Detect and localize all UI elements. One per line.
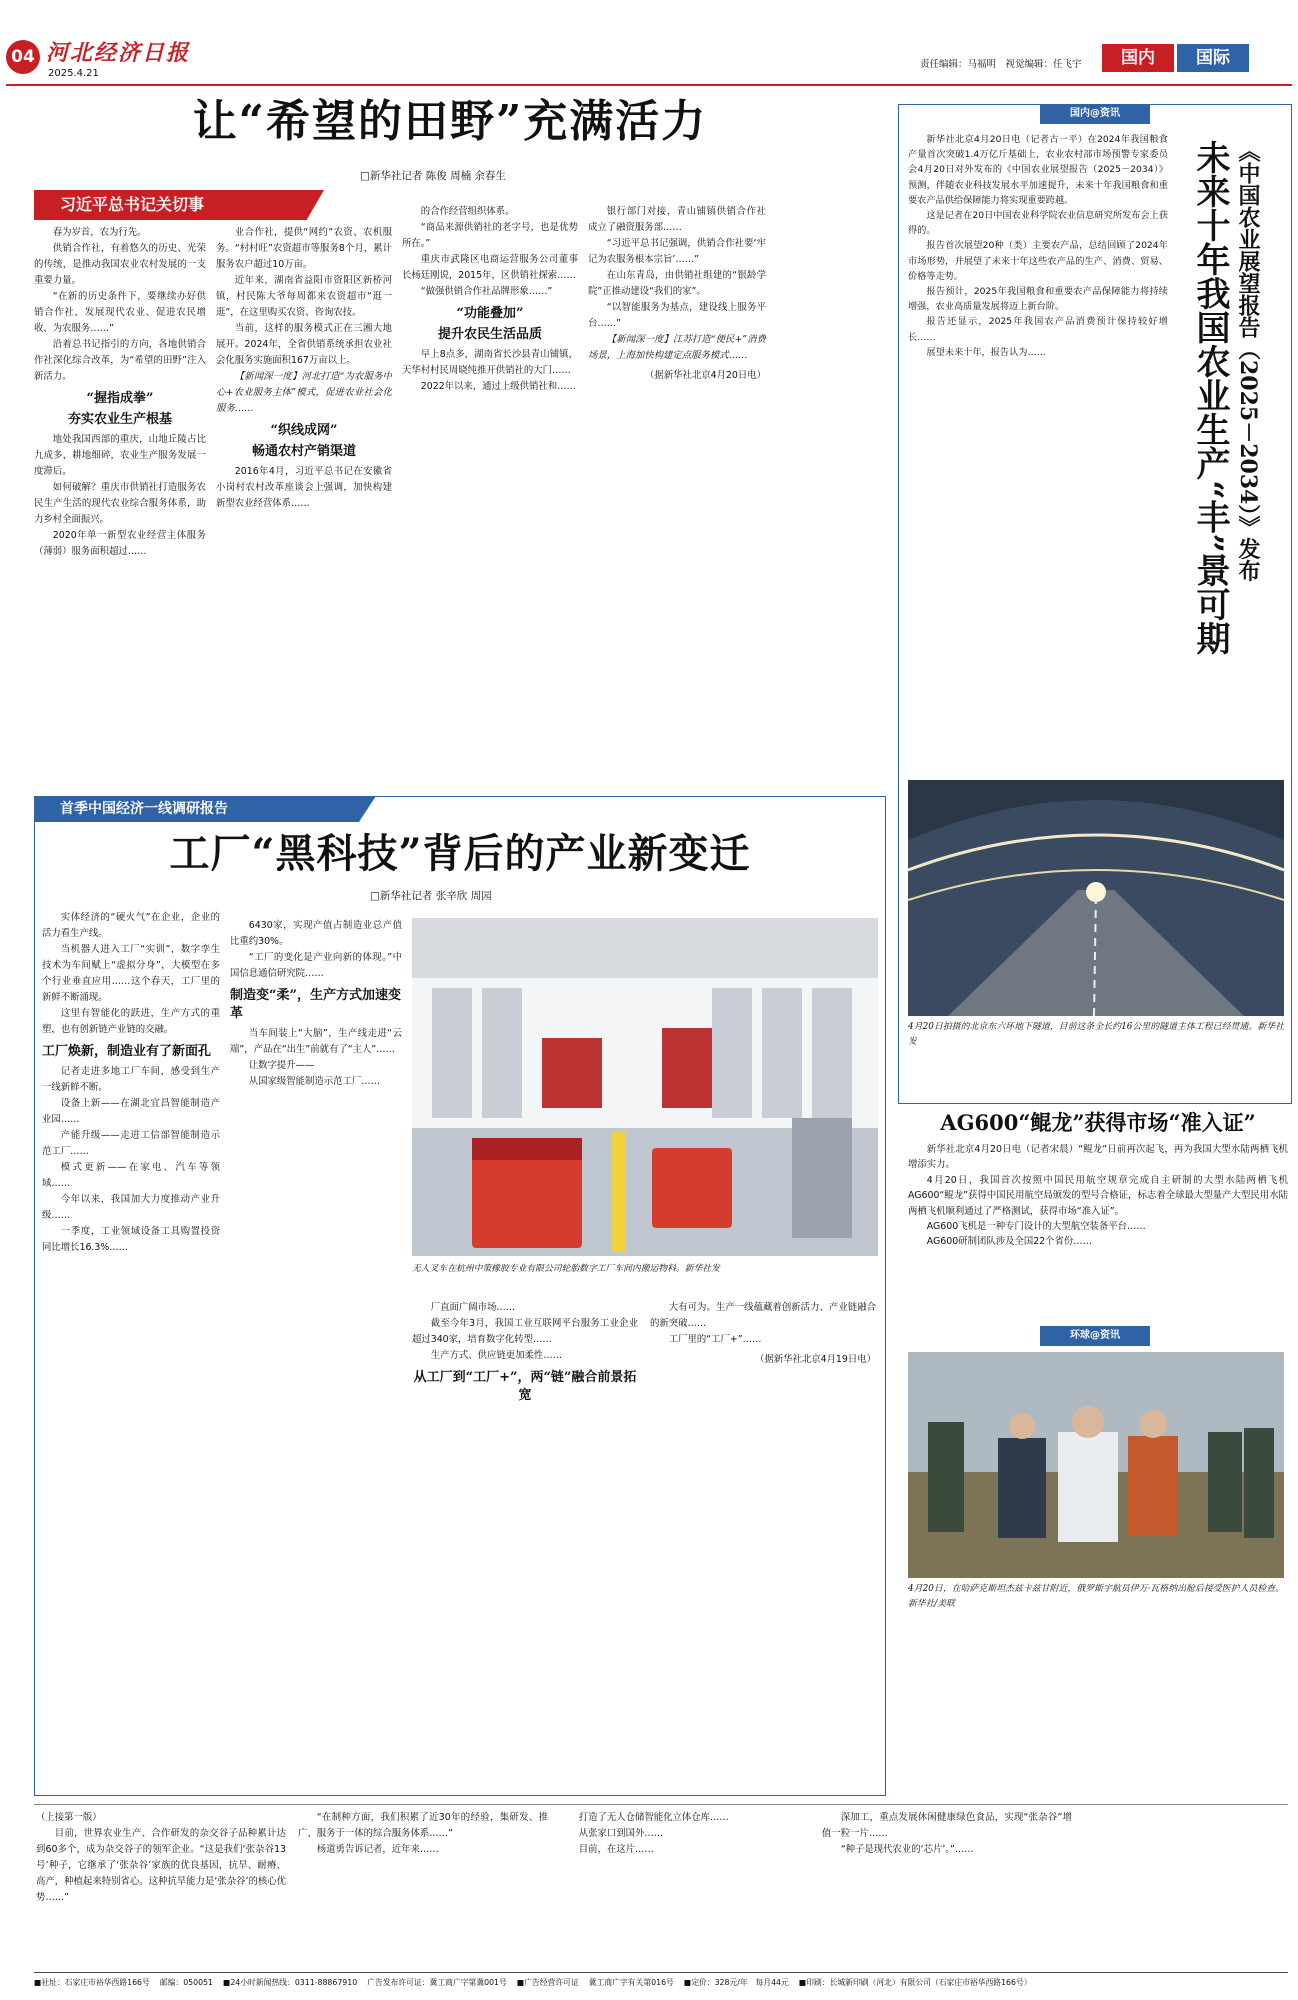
report-col-2 xyxy=(230,918,402,1790)
paragraph: 近年来，湖南省益阳市资阳区新桥河镇，村民陈大爷每周都来农资超市“逛一逛”，在这里购买农资、咨询农技。 xyxy=(216,275,392,318)
paper-name: 河北经济日报 xyxy=(46,40,191,66)
paragraph: 4月20日，我国首次按照中国民用航空规章完成自主研制的大型水陆两栖飞机AG600“鲲龙”获得中国民用航空局颁发的型号合格证，标志着全球最大型量产大型民用水陆两栖飞机顺利通过了严格测试，获得市场“准入证”。 xyxy=(908,1174,1288,1217)
page-number: 04 xyxy=(11,47,35,67)
astronaut-photo-caption: 4月20日，在哈萨克斯坦杰兹卡兹甘附近，俄罗斯宇航员伊万·瓦格纳出舱后接受医护人员检查。新华社/美联 xyxy=(908,1584,1284,1609)
paragraph: 2016年4月，习近平总书记在安徽省小岗村农村改革座谈会上强调，加快构建新型农业经营体系…… xyxy=(216,466,392,509)
paragraph: 报告还显示，2025年我国农产品消费预计保持较好增长…… xyxy=(908,316,1168,343)
paragraph: 重庆市武隆区电商运营服务公司董事长杨廷刚说，2015年，区供销社探索…… xyxy=(402,254,578,281)
footer-item: ■印刷：长城新印刷（河北）有限公司（石家庄市裕华西路166号） xyxy=(798,1978,1032,1987)
main-col-2 xyxy=(216,225,392,770)
main-col-4 xyxy=(588,204,766,770)
paragraph: 从国家级智能制造示范工厂…… xyxy=(248,1076,381,1087)
paragraph: “习近平总书记强调，供销合作社要‘牢记为农服务根本宗旨’……” xyxy=(588,238,766,265)
footer-item: ■24小时新闻热线：0311-88867910 xyxy=(222,1978,358,1987)
paragraph: 6430家，实现产值占制造业总产值比重约30%。 xyxy=(230,920,402,947)
paragraph: “种子是现代农业的‘芯片’。”…… xyxy=(840,1844,974,1855)
continued-tag: （上接第一版） xyxy=(36,1812,102,1823)
paragraph: 深加工，重点发展休闲健康绿色食品，实现“张杂谷”增值一粒一片…… xyxy=(822,1812,1072,1839)
continued-col-2 xyxy=(298,1810,548,1970)
paragraph: 从张家口到国外…… xyxy=(578,1828,664,1839)
continued-col-4 xyxy=(822,1810,1072,1970)
news3-tag: 环球@资讯 xyxy=(1040,1326,1150,1346)
subhead: 制造变“柔”，生产方式加速变革 xyxy=(230,988,401,1021)
report-col-4 xyxy=(650,1300,876,1790)
main-col-1 xyxy=(34,225,206,770)
tunnel-photo-illustration xyxy=(908,780,1284,1016)
paragraph: 2022年以来，通过上级供销社和…… xyxy=(420,381,576,392)
paragraph: 当车间装上“大脑”，生产线走进“云端”，产品在“出生”前就有了“主人”…… xyxy=(230,1028,402,1055)
paragraph: 供销合作社，有着悠久的历史、光荣的传统，是推动我国农业农村发展的一支重要力量。 xyxy=(34,243,206,286)
continued-col-3 xyxy=(560,1810,810,1970)
paragraph: 当前，这样的服务模式正在三湘大地展开。2024年，全省供销系统承担农业社会化服务实施面积167万亩以上。 xyxy=(216,323,392,366)
paragraph: 报告预计，2025年我国粮食和重要农产品保障能力将持续增强，农业高质量发展将迈上新台阶。 xyxy=(908,286,1168,313)
paragraph: 在山东青岛，由供销社组建的“银龄学院”正推动建设“我们的家”。 xyxy=(588,270,766,297)
source-line: （据新华社北京4月20日电） xyxy=(644,370,766,381)
report-col-3 xyxy=(412,1300,638,1790)
astronaut-photo-illustration xyxy=(908,1352,1284,1578)
editor-credits: 责任编辑：马福明 视觉编辑：任飞宇 xyxy=(920,59,1082,70)
paragraph: 今年以来，我国加大力度推动产业升级…… xyxy=(42,1194,220,1221)
report-byline: □新华社记者 张辛欣 周园 xyxy=(370,890,492,902)
paragraph: “在制种方面，我们积累了近30年的经验，集研发、推广、服务于一体的综合服务体系……” xyxy=(298,1812,548,1839)
factory-photo xyxy=(412,918,878,1256)
paragraph: 截至今年3月，我国工业互联网平台服务工业企业超过340家，培育数字化转型…… xyxy=(412,1318,638,1345)
news-note: 【新闻深一度】江苏打造“便民+”消费场景，上海加快构建定点服务模式…… xyxy=(588,334,766,361)
footer-item: 广告发布许可证：冀工商广字第冀001号 xyxy=(367,1978,507,1987)
section-tab-domestic[interactable]: 国内 xyxy=(1102,44,1174,72)
footer-rule xyxy=(34,1972,1288,1973)
paragraph: 业合作社，提供“网约”农资、农机服务。“村村旺”农资超市等服务8个月，累计服务农户超过10万亩。 xyxy=(216,227,392,270)
footer-item: ■定价：328元/年 每月44元 xyxy=(683,1978,789,1987)
paragraph: “商品来源供销社的老字号，也是优势所在。” xyxy=(402,222,578,249)
report-headline: 工厂“黑科技”背后的产业新变迁 xyxy=(169,830,751,877)
paragraph: 工厂里的“工厂+”…… xyxy=(668,1334,762,1345)
astronaut-photo xyxy=(908,1352,1284,1578)
main-banner-text: 习近平总书记关切事 xyxy=(60,195,205,214)
subhead: 畅通农村产销渠道 xyxy=(251,444,356,459)
paragraph: 目前，世界农业生产、合作研发的杂交谷子品种累计达到60多个，成为杂交谷子的领军企业。“这是我们‘张杂谷13号’种子，它继承了‘张杂谷’家族的优良基因，抗旱、耐瘠、高产，种植起来特别省心。这种抗旱能力是‘张杂谷’的核心优势……” xyxy=(36,1828,286,1903)
news-note: 【新闻深一度】河北打造“为农服务中心+农业服务主体”模式，促进农业社会化服务…… xyxy=(216,371,392,414)
news2-headline: AG600“鲲龙”获得市场“准入证” xyxy=(940,1110,1256,1135)
source-line: （据新华社北京4月19日电） xyxy=(754,1354,876,1365)
paragraph: 打造了无人仓储智能化立体仓库…… xyxy=(578,1812,729,1823)
paragraph: 设备上新——在湖北宜昌智能制造产业园…… xyxy=(42,1098,220,1125)
sidebar-tag: 国内@资讯 xyxy=(1040,104,1150,124)
paragraph: 这里有智能化的跃进，生产方式的重塑，也有创新链产业链的交融。 xyxy=(42,1008,220,1035)
paragraph: 这是记者在20日中国农业科学院农业信息研究所发布会上获得的。 xyxy=(908,210,1168,237)
footer-item: ■社址：石家庄市裕华西路166号 xyxy=(34,1978,150,1987)
paragraph: 新华社北京4月20日电（记者古一平）在2024年我国粮食产量首次突破1.4万亿斤基础上，农业农村部市场预警专家委员会4月20日对外发布的《中国农业展望报告（2025－2034）》预测，伴随农业科技发展水平加速提升，未来十年我国粮食和重要农产品供给保障能力将实现重要跨越。 xyxy=(908,134,1168,206)
paragraph: 一季度，工业领域设备工具购置投资同比增长16.3%…… xyxy=(42,1226,220,1253)
paragraph: 展望未来十年，报告认为…… xyxy=(926,346,1046,358)
paragraph: 沿着总书记指引的方向，各地供销合作社深化综合改革，为“希望的田野”注入新活力。 xyxy=(34,339,206,382)
paragraph: 地处我国西部的重庆，山地丘陵占比九成多，耕地细碎，农业生产服务发展一度滞后。 xyxy=(34,434,206,477)
report-col-1 xyxy=(42,910,220,1790)
paragraph: 厂直面广阔市场…… xyxy=(430,1302,516,1313)
subhead: “织线成网” xyxy=(270,423,338,438)
paragraph: 大有可为。生产一线蕴藏着创新活力、产业链融合的新突破…… xyxy=(650,1302,876,1329)
paragraph: 报告首次展望20种（类）主要农产品，总结回顾了2024年市场形势，并展望了未来十年这些农产品的生产、消费、贸易、价格等走势。 xyxy=(908,240,1168,282)
paragraph: 模式更新——在家电、汽车等领域…… xyxy=(42,1162,220,1189)
subhead: 工厂焕新，制造业有了新面孔 xyxy=(42,1044,212,1059)
subhead: “功能叠加” xyxy=(456,306,524,321)
paragraph: AG600飞机是一种专门设计的大型航空装备平台…… xyxy=(926,1221,1146,1233)
issue-date: 2025.4.21 xyxy=(48,68,99,79)
paragraph: “以智能服务为基点，建设线上服务平台……” xyxy=(588,302,766,329)
paragraph: 记者走进多地工厂车间，感受到生产一线新鲜不断。 xyxy=(42,1066,220,1093)
main-byline: □新华社记者 陈俊 周楠 余春生 xyxy=(360,170,506,182)
subhead: 夯实农业生产根基 xyxy=(67,412,172,427)
footer xyxy=(34,1976,1288,1990)
factory-photo-caption: 无人叉车在杭州中策橡胶专业有限公司轮胎数字工厂车间内搬运物料。新华社发 xyxy=(412,1264,720,1274)
paragraph: 如何破解？重庆市供销社打造服务农民生产生活的现代农业综合服务体系，助力乡村全面振兴。 xyxy=(34,482,206,525)
paragraph: 生产方式、供应链更加柔性…… xyxy=(430,1350,563,1361)
factory-photo-illustration xyxy=(412,918,878,1256)
paragraph: 早上8点多，湖南省长沙县青山铺镇，天华村村民周晓纯推开供销社的大门…… xyxy=(402,349,578,376)
paragraph: 杨道勇告诉记者，近年来…… xyxy=(316,1844,439,1855)
paragraph: 让数字提升—— xyxy=(248,1060,315,1071)
paragraph: 实体经济的“硬火气”在企业，企业的活力看生产线。 xyxy=(42,912,220,939)
paragraph: “在新的历史条件下，要继续办好供销合作社，发展现代农业、促进农民增收、为农服务……” xyxy=(34,291,206,334)
continued-rule xyxy=(34,1804,1288,1805)
main-col-3 xyxy=(402,204,578,770)
paragraph: 春为岁首，农为行先。 xyxy=(52,227,147,238)
subhead: 从工厂到“工厂+”，两“链”融合前景拓宽 xyxy=(413,1370,637,1403)
main-headline: 让“希望的田野”充满活力 xyxy=(192,96,708,147)
sidebar-body xyxy=(908,132,1168,772)
paragraph: 银行部门对接，青山铺镇供销合作社成立了融资服务部…… xyxy=(588,206,766,233)
paragraph: 的合作经营组织体系。 xyxy=(420,206,515,217)
paragraph: “工厂的变化是产业向新的体现。”中国信息通信研究院…… xyxy=(230,952,402,979)
report-banner-text: 首季中国经济一线调研报告 xyxy=(60,801,228,817)
subhead: 提升农民生活品质 xyxy=(437,327,542,342)
continued-col-1 xyxy=(36,1810,286,1970)
footer-item: 邮编：050051 xyxy=(159,1978,213,1987)
paragraph: 目前，在这片…… xyxy=(578,1844,654,1855)
paragraph: 产能升级——走进工信部智能制造示范工厂…… xyxy=(42,1130,220,1157)
section-tab-international[interactable]: 国际 xyxy=(1177,44,1249,72)
footer-item: 冀工商广字有关第016号 xyxy=(588,1978,674,1987)
masthead-rule xyxy=(6,84,1292,86)
footer-item: ■广告经营许可证 xyxy=(516,1978,579,1987)
subhead: “握指成拳” xyxy=(86,391,154,406)
tunnel-photo-caption: 4月20日拍摄的北京东六环地下隧道，目前这条全长约16公里的隧道主体工程已经贯通。新华社发 xyxy=(908,1022,1284,1047)
paragraph: 新华社北京4月20日电（记者宋晨）“鲲龙”日前再次起飞，再为我国大型水陆两栖飞机增添实力。 xyxy=(908,1144,1288,1171)
paragraph: 当机器人进入工厂“实训”，数字孪生技术为车间赋上“虚拟分身”，大模型在多个行业垂直应用……这个春天，工厂里的新鲜不断涌现。 xyxy=(42,944,220,1003)
sidebar-headline-b: 未来十年我国农业生产“丰”景可期 xyxy=(1190,140,1230,656)
paragraph: 2020年单一新型农业经营主体服务（薄弱）服务面积超过…… xyxy=(34,530,206,557)
paragraph: “做强供销合作社品牌形象……” xyxy=(420,286,553,297)
paragraph: AG600研制团队涉及全国22个省份…… xyxy=(926,1236,1093,1248)
tunnel-photo xyxy=(908,780,1284,1016)
sidebar-headline-a: 《中国农业展望报告（2025－2034）》发布 xyxy=(1235,140,1261,582)
news2-body xyxy=(908,1142,1288,1302)
